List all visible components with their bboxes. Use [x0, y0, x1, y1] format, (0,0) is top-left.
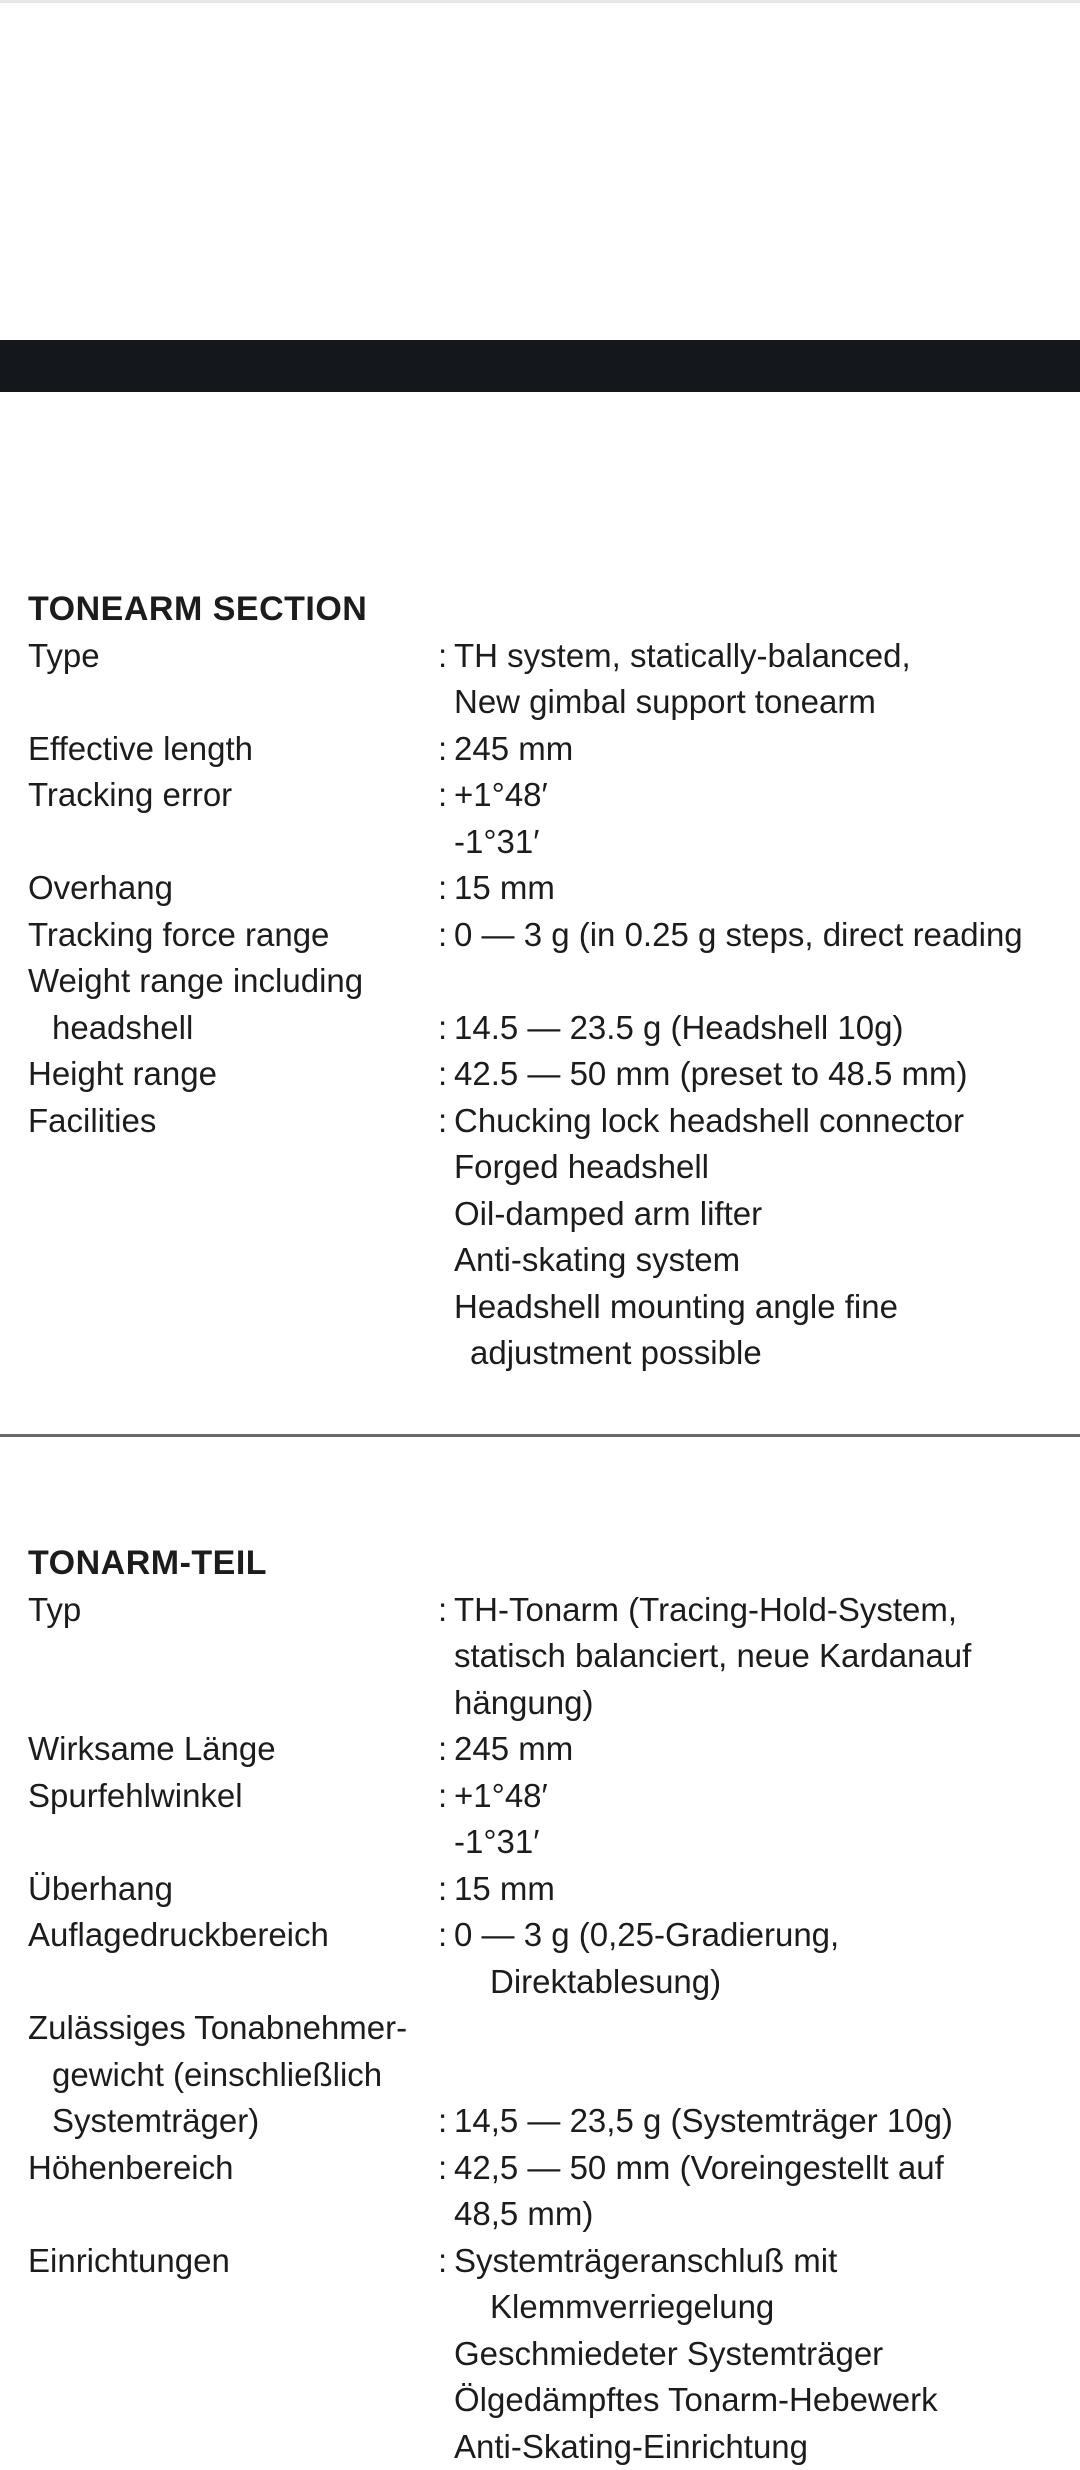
- spec-label-line: headshell: [28, 1005, 438, 1052]
- spec-row-overhang: [28, 865, 1080, 912]
- spec-row-typ: [28, 1587, 1080, 1727]
- spec-value-line: Anti-skating system: [454, 1237, 964, 1284]
- spec-label: Tracking force range: [28, 912, 438, 959]
- spec-value: [454, 772, 548, 865]
- spec-label-line: Weight range including: [28, 958, 438, 1005]
- spec-value-line: 14,5 — 23,5 g (Systemträger 10g): [454, 2098, 953, 2145]
- spec-value-line: Ölgedämpftes Tonarm-Hebewerk: [454, 2377, 938, 2424]
- spec-label: Overhang: [28, 865, 438, 912]
- spec-value-line: Geschmiedeter Systemträger: [454, 2331, 938, 2378]
- tonearm-section-en: [28, 586, 1080, 1377]
- section-divider: [0, 1434, 1080, 1437]
- spec-row-height-range: [28, 1051, 1080, 1098]
- spec-value: [454, 1098, 964, 1377]
- spec-row-gewicht: [28, 2005, 1080, 2145]
- spec-row-spurfehlwinkel: [28, 1773, 1080, 1866]
- spec-value: [454, 1773, 548, 1866]
- spec-label: Typ: [28, 1587, 438, 1727]
- spec-value: 245 mm: [454, 1726, 573, 1773]
- spec-label: Wirksame Länge: [28, 1726, 438, 1773]
- section-heading: TONARM-TEIL: [28, 1540, 1080, 1587]
- spec-row-auflagedruck: [28, 1912, 1080, 2005]
- spec-label: Tracking error: [28, 772, 438, 865]
- colon: :: [438, 772, 454, 865]
- spec-value-line: Direktablesung): [454, 1959, 839, 2006]
- colon: :: [438, 1773, 454, 1866]
- spec-value: 0 — 3 g (in 0.25 g steps, direct reading: [454, 912, 1023, 959]
- page-top-edge: [0, 0, 1080, 3]
- colon: :: [438, 1051, 454, 1098]
- spec-label-line: Systemträger): [28, 2098, 438, 2145]
- spec-value-line: Anti-Skating-Einrichtung: [454, 2424, 938, 2470]
- colon: :: [438, 1866, 454, 1913]
- spec-value-line: Headshell mounting angle fine: [454, 1284, 964, 1331]
- colon: :: [438, 1912, 454, 2005]
- colon: :: [438, 912, 454, 959]
- spec-label: Type: [28, 633, 438, 726]
- spec-value: [454, 1587, 971, 1727]
- colon: :: [438, 726, 454, 773]
- colon: :: [438, 1587, 454, 1727]
- spec-value-line: +1°48′: [454, 1773, 548, 1820]
- spec-label: Einrichtungen: [28, 2238, 438, 2470]
- spec-value-line: -1°31′: [454, 819, 548, 866]
- spec-value: [454, 633, 911, 726]
- section-heading: TONEARM SECTION: [28, 586, 1080, 633]
- spec-value-line: Chucking lock headshell connector: [454, 1098, 964, 1145]
- colon: :: [438, 1098, 454, 1377]
- spec-value-line: adjustment possible: [454, 1330, 964, 1377]
- spec-value: [454, 958, 903, 1051]
- spec-label: Facilities: [28, 1098, 438, 1377]
- colon: :: [438, 633, 454, 726]
- colon: :: [438, 1726, 454, 1773]
- spec-value: [454, 2005, 953, 2145]
- spec-row-ueberhang: [28, 1866, 1080, 1913]
- spec-label: Spurfehlwinkel: [28, 1773, 438, 1866]
- spec-label: Überhang: [28, 1866, 438, 1913]
- colon: :: [438, 2145, 454, 2238]
- spec-row-type: [28, 633, 1080, 726]
- spec-value-line: Forged headshell: [454, 1144, 964, 1191]
- spec-label: Höhenbereich: [28, 2145, 438, 2238]
- spec-value-line: Systemträgeranschluß mit: [454, 2238, 938, 2285]
- spec-label: Auflagedruckbereich: [28, 1912, 438, 2005]
- spec-value-line: Oil-damped arm lifter: [454, 1191, 964, 1238]
- colon: [438, 958, 454, 1051]
- spec-value-line: New gimbal support tonearm: [454, 679, 911, 726]
- colon-mark: :: [438, 1005, 454, 1052]
- spec-row-weight-range: [28, 958, 1080, 1051]
- colon: :: [438, 2238, 454, 2470]
- spec-label: Effective length: [28, 726, 438, 773]
- spec-value-line: 48,5 mm): [454, 2191, 944, 2238]
- spec-value: 15 mm: [454, 865, 555, 912]
- colon-mark: :: [438, 2098, 454, 2145]
- spec-value-line: TH-Tonarm (Tracing-Hold-System,: [454, 1587, 971, 1634]
- colon: :: [438, 865, 454, 912]
- spec-row-facilities: [28, 1098, 1080, 1377]
- spec-row-tracking-force: [28, 912, 1080, 959]
- spec-label-line: Zulässiges Tonabnehmer-: [28, 2005, 438, 2052]
- header-band: [0, 340, 1080, 392]
- spec-value-line: statisch balanciert, neue Kardanauf: [454, 1633, 971, 1680]
- spec-value-line: hängung): [454, 1680, 971, 1727]
- spec-label: [28, 2005, 438, 2145]
- spec-row-hoehenbereich: [28, 2145, 1080, 2238]
- spec-value: [454, 2238, 938, 2470]
- spec-row-einrichtungen: [28, 2238, 1080, 2470]
- spec-value-line: 14.5 — 23.5 g (Headshell 10g): [454, 1005, 903, 1052]
- spec-value: [454, 1912, 839, 2005]
- spec-value-line: 42,5 — 50 mm (Voreingestellt auf: [454, 2145, 944, 2192]
- spec-value-line: -1°31′: [454, 1819, 548, 1866]
- spec-label: Height range: [28, 1051, 438, 1098]
- spec-value-line: TH system, statically-balanced,: [454, 633, 911, 680]
- spec-row-wirksame-laenge: [28, 1726, 1080, 1773]
- spec-value: 15 mm: [454, 1866, 555, 1913]
- colon: [438, 2005, 454, 2145]
- spec-row-tracking-error: [28, 772, 1080, 865]
- spec-value-line: Klemmverriegelung: [454, 2284, 938, 2331]
- spec-label-line: gewicht (einschließlich: [28, 2052, 438, 2099]
- spec-value: [454, 2145, 944, 2238]
- spec-label: [28, 958, 438, 1051]
- spec-value-line: +1°48′: [454, 772, 548, 819]
- spec-value-line: 0 — 3 g (0,25-Gradierung,: [454, 1912, 839, 1959]
- tonearm-section-de: [28, 1540, 1080, 2470]
- spec-value: 42.5 — 50 mm (preset to 48.5 mm): [454, 1051, 968, 1098]
- spec-value: 245 mm: [454, 726, 573, 773]
- spec-row-effective-length: [28, 726, 1080, 773]
